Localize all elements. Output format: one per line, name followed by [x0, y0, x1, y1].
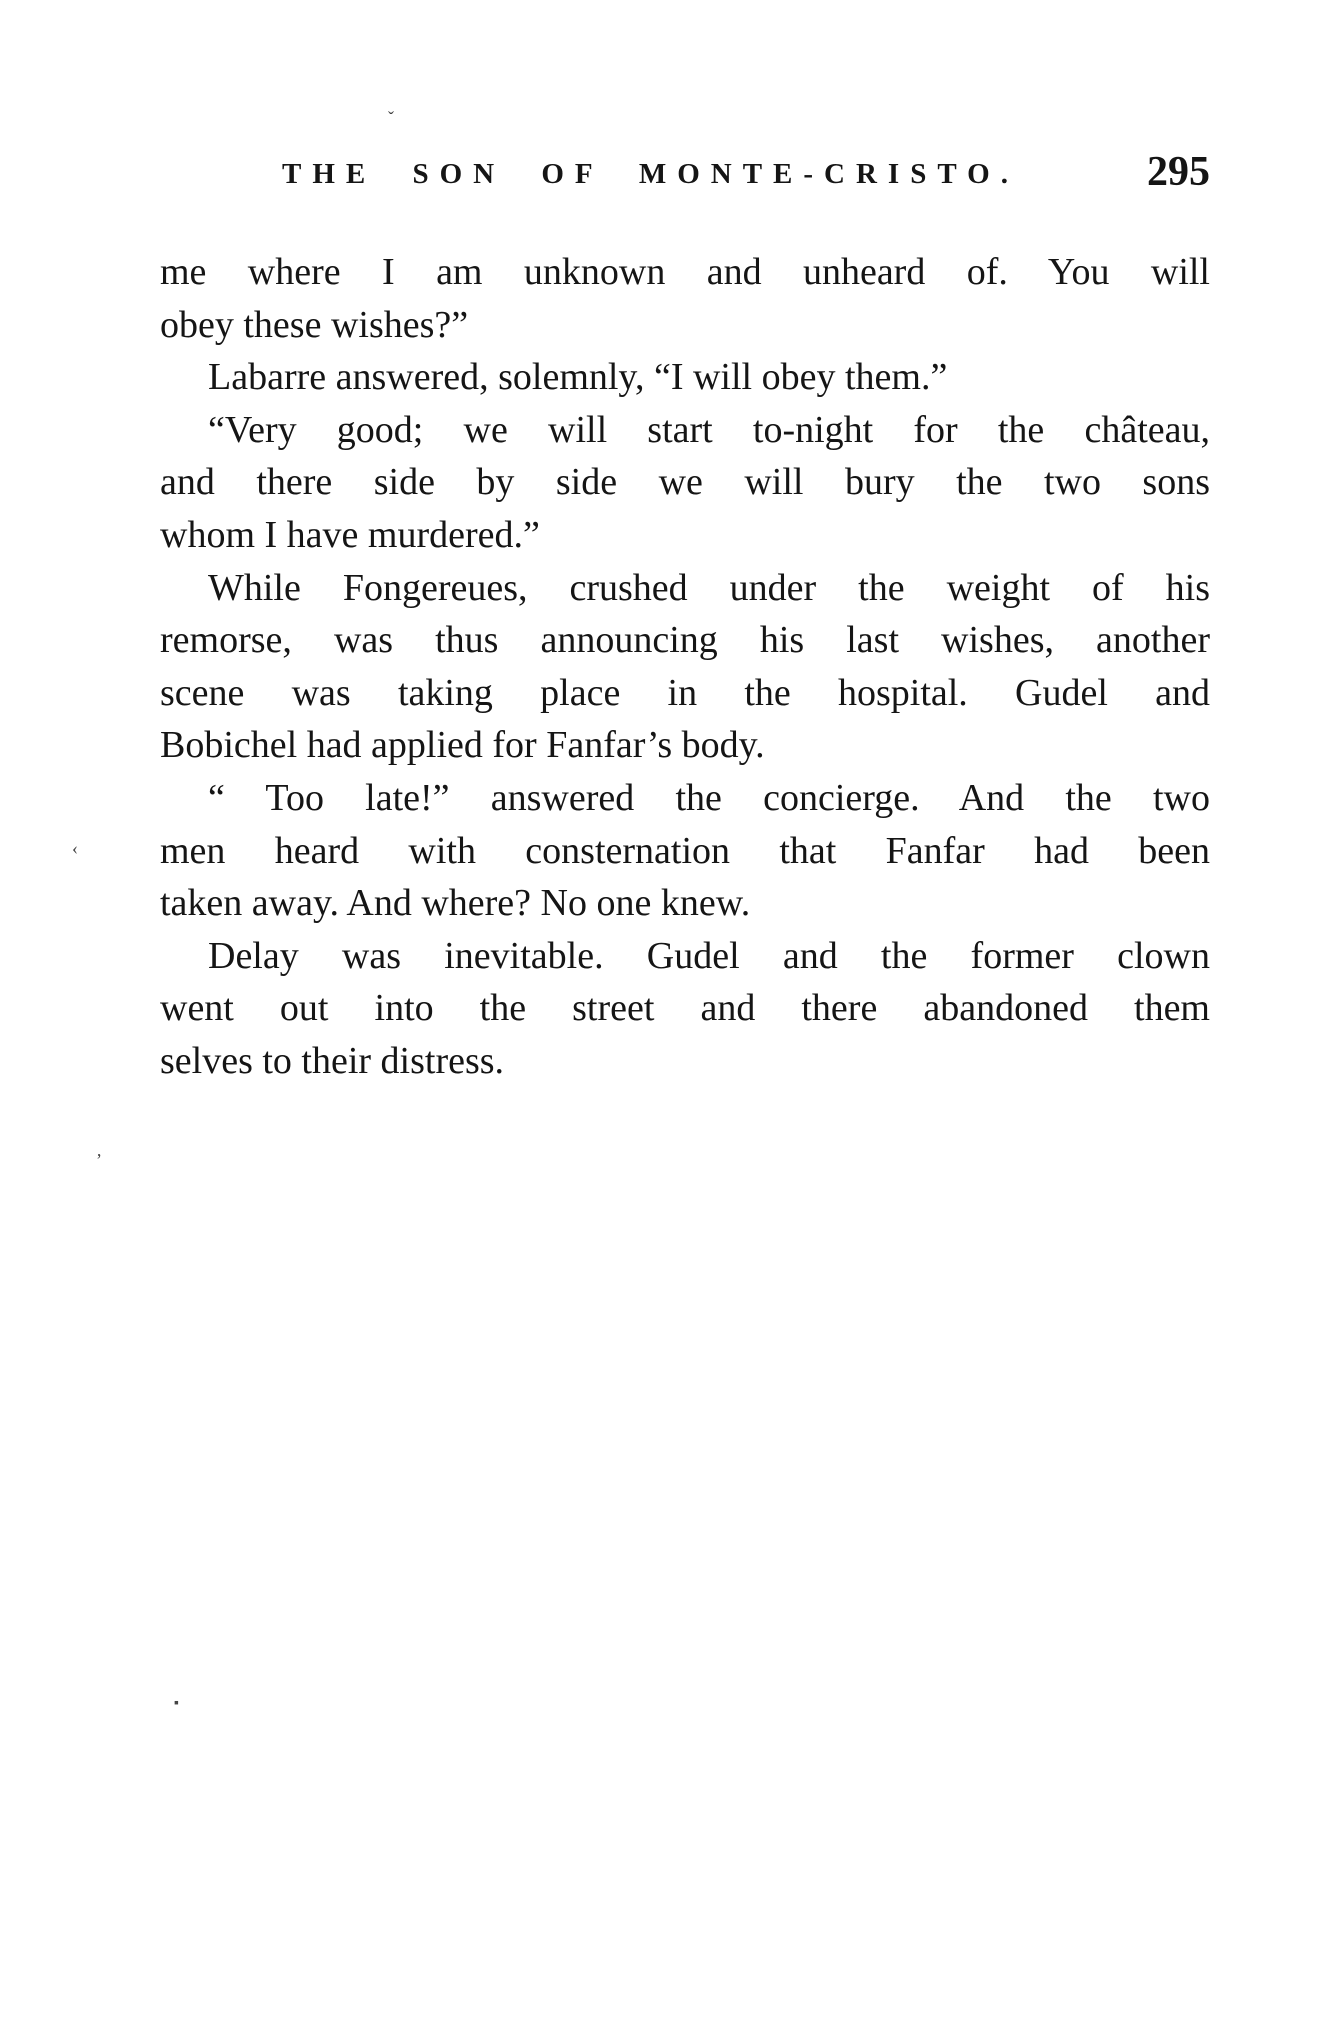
text-line: “Very good; we will start to-night for the château,	[208, 408, 1210, 451]
text-line: While Fongereues, crushed under the weight of his	[208, 566, 1210, 609]
text-line: selves to their distress.	[160, 1039, 505, 1082]
text-line: Labarre answered, solemnly, “I will obey them.”	[208, 356, 948, 399]
text-line: Bobichel had applied for Fanfar’s body.	[160, 724, 765, 767]
text-line: whom I have murdered.”	[160, 513, 540, 556]
running-head	[160, 148, 1210, 208]
stray-mark: ‹	[72, 838, 78, 858]
running-title: THE SON OF MONTE-CRISTO.	[282, 158, 1019, 190]
text-line: me where I am unknown and unheard of. You will	[160, 251, 1210, 293]
text-line: Delay was inevitable. Gudel and the former clown	[208, 934, 1210, 977]
text-line: “ Too late!” answered the concierge. And the two	[208, 776, 1210, 819]
stray-mark: ˇ	[388, 108, 394, 128]
stray-mark: ʼ	[96, 1150, 102, 1170]
body-text	[160, 246, 1210, 1088]
text-line: men heard with consternation that Fanfar had been	[160, 829, 1210, 872]
text-line: and there side by side we will bury the two sons	[160, 461, 1210, 504]
page-number: 295	[1147, 149, 1210, 195]
text-line: remorse, was thus announcing his last wishes, another	[160, 619, 1210, 662]
text-line: went out into the street and there abandoned them	[160, 987, 1210, 1030]
stray-mark: ▪	[174, 1696, 179, 1711]
text-line: scene was taking place in the hospital. Gudel and	[160, 671, 1210, 714]
text-line: taken away. And where? No one knew.	[160, 882, 751, 925]
text-line: obey these wishes?”	[160, 303, 469, 346]
